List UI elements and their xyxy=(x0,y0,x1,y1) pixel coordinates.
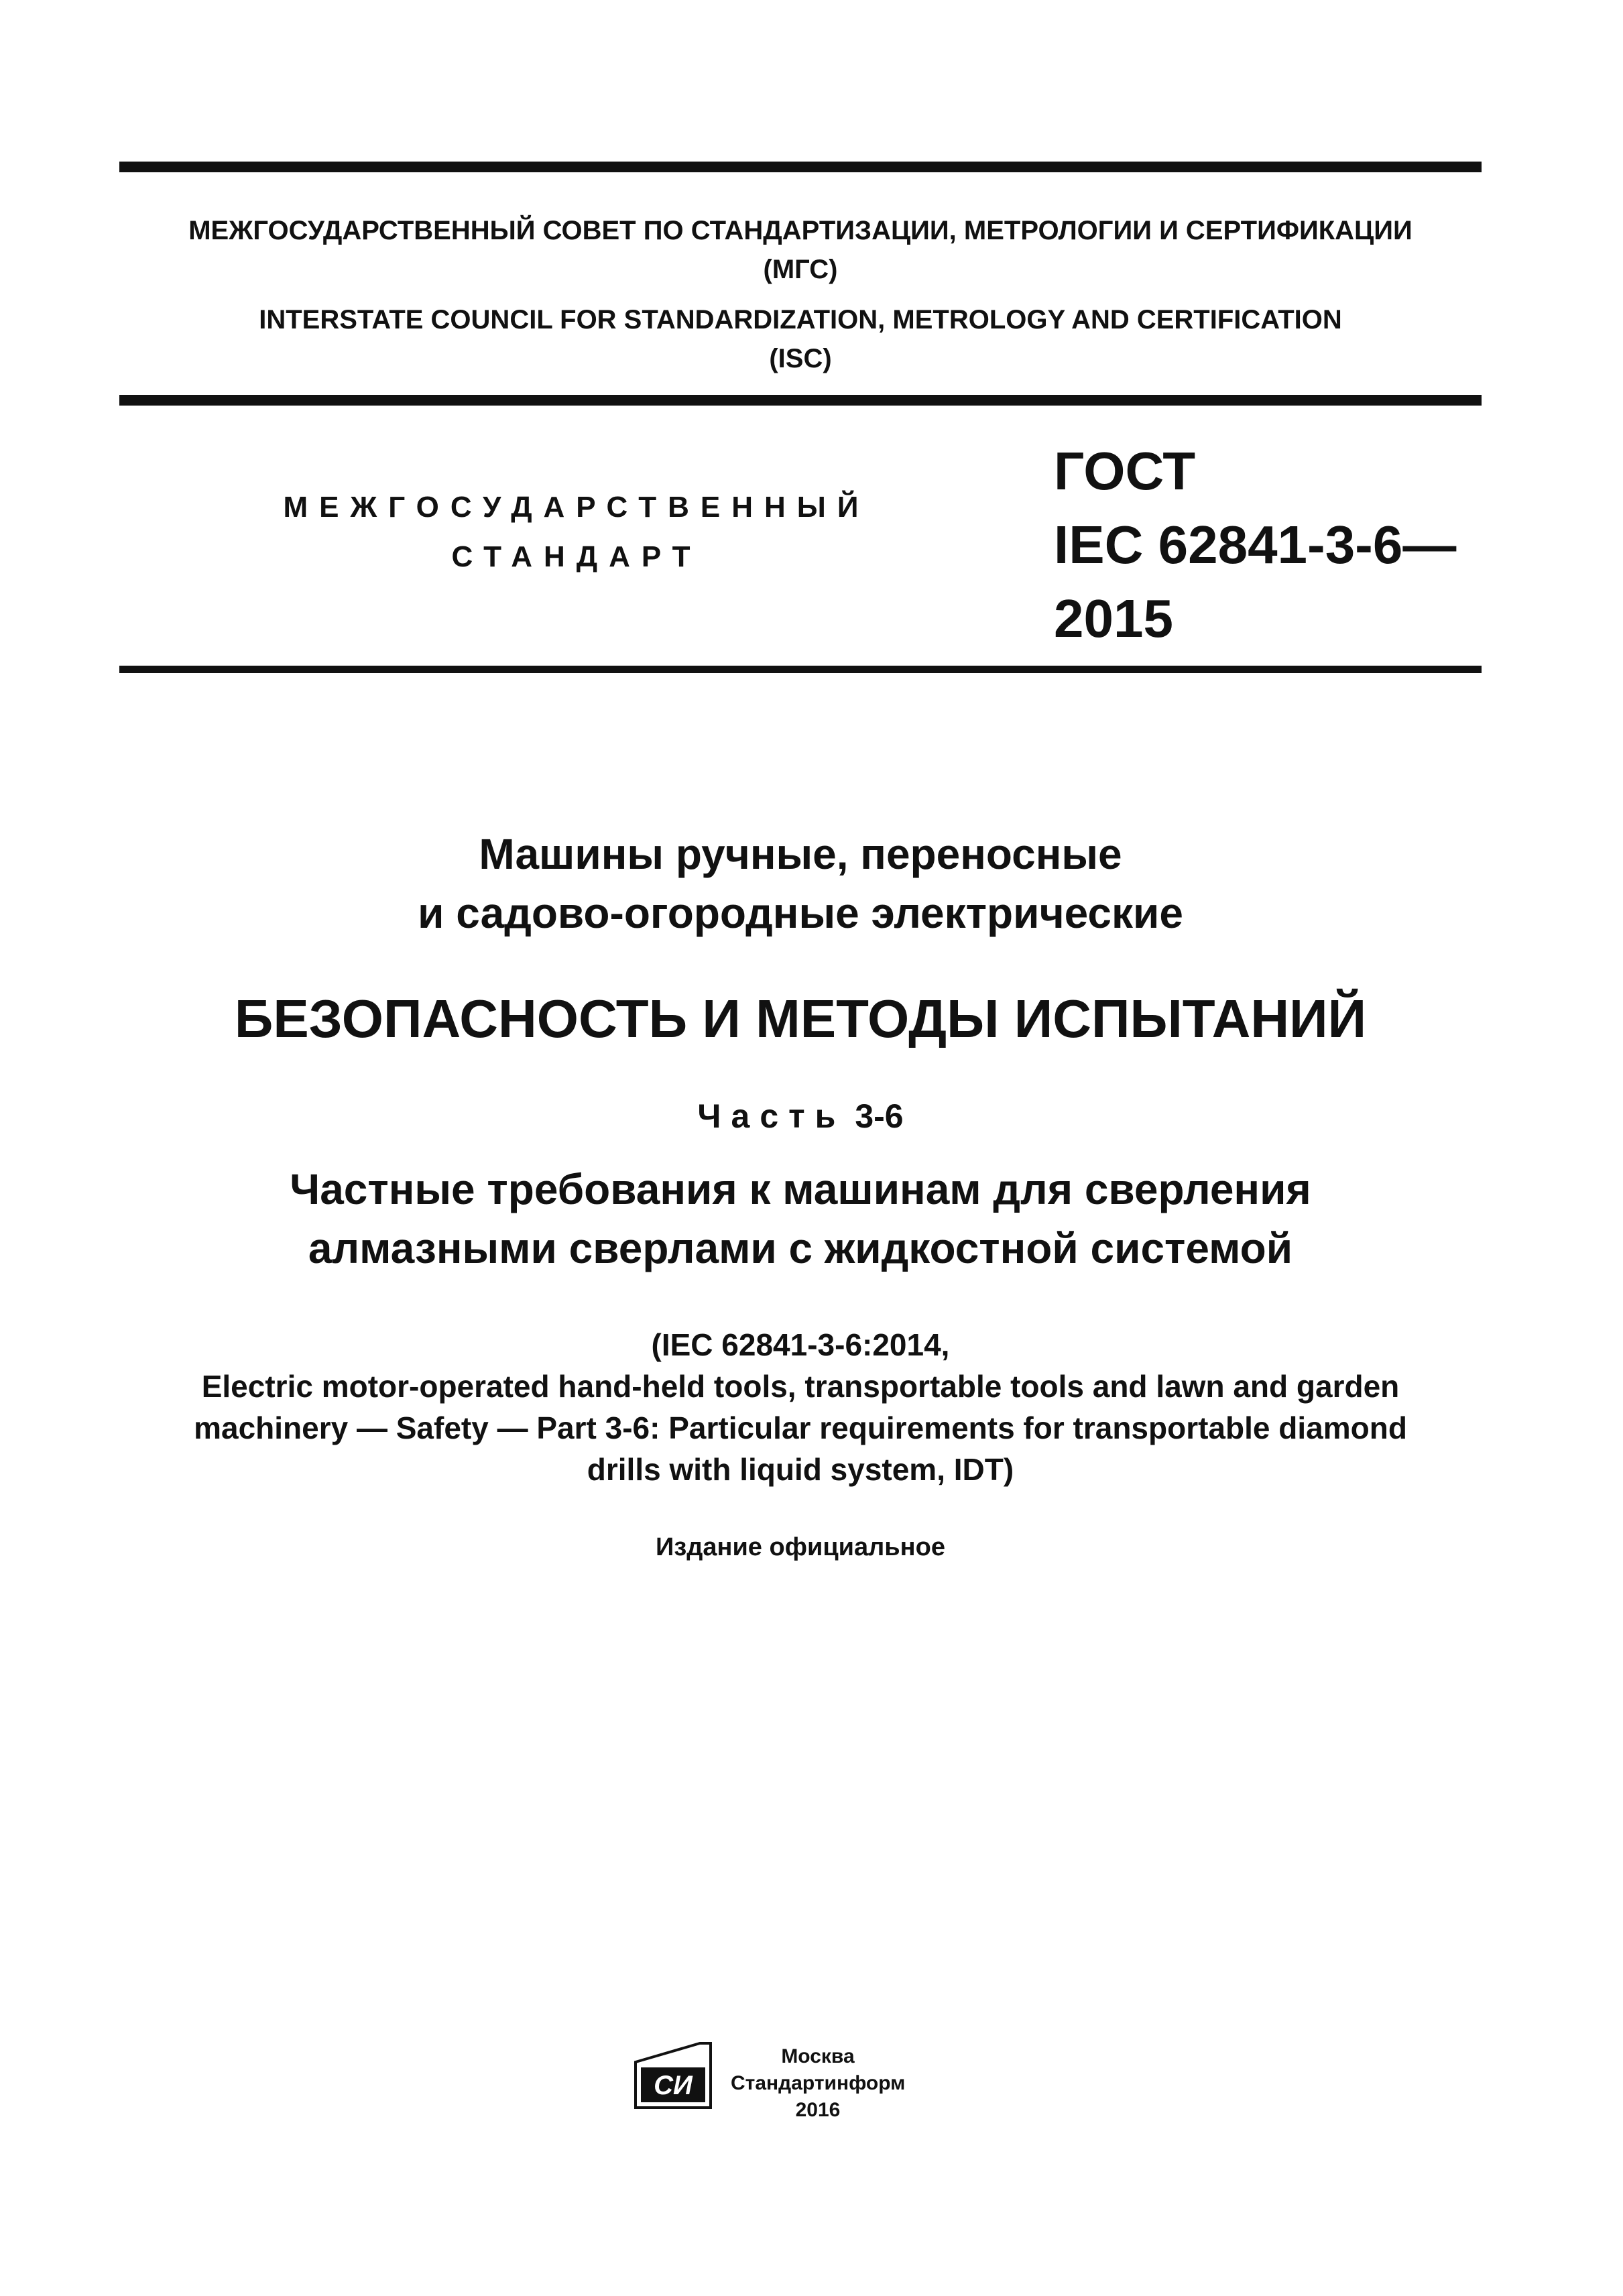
iec-line3: machinery — Safety — Part 3-6: Particular requirements for transportable diamond xyxy=(194,1410,1407,1445)
interstate-standard-label xyxy=(241,483,912,582)
document-main-title: БЕЗОПАСНОСТЬ И МЕТОДЫ ИСПЫТАНИЙ xyxy=(234,989,1367,1048)
interstate-line2: СТАНДАРТ xyxy=(451,540,702,573)
iec-line1: (IEC 62841-3-6:2014, xyxy=(651,1327,950,1362)
bottom-rule xyxy=(119,666,1482,673)
standartinform-logo-icon xyxy=(632,2038,719,2112)
publisher-block xyxy=(731,2043,905,2124)
part-desc-line1: Частные требования к машинам для сверления xyxy=(290,1165,1311,1213)
gost-line1: ГОСТ xyxy=(1054,441,1196,501)
iec-line2: Electric motor-operated hand-held tools, transportable tools and lawn and garden xyxy=(201,1369,1400,1404)
document-subtitle xyxy=(119,825,1482,943)
part-heading xyxy=(119,1093,1482,1140)
gost-line3: 2015 xyxy=(1054,589,1173,648)
council-ru-abbr: (МГС) xyxy=(763,255,838,284)
part-number: 3-6 xyxy=(855,1097,904,1135)
logo-text: СИ xyxy=(654,2071,693,2100)
middle-rule xyxy=(119,395,1482,406)
gost-line2: IEC 62841-3-6— xyxy=(1054,515,1457,575)
council-en-abbr: (ISC) xyxy=(769,344,832,373)
part-label: Часть xyxy=(697,1097,846,1135)
publisher-year: 2016 xyxy=(795,2099,841,2121)
subtitle-line1: Машины ручные, переносные xyxy=(479,830,1122,878)
gost-designation xyxy=(1054,434,1483,656)
council-name-ru xyxy=(119,211,1482,289)
interstate-line1: МЕЖГОСУДАРСТВЕННЫЙ xyxy=(283,491,870,524)
part-description xyxy=(119,1160,1482,1278)
iec-reference xyxy=(119,1324,1482,1490)
iec-line4: drills with liquid system, IDT) xyxy=(587,1452,1014,1487)
publisher-city: Москва xyxy=(781,2045,855,2067)
council-name-en xyxy=(119,300,1482,378)
subtitle-line2: и садово-огородные электрические xyxy=(418,889,1183,937)
publisher-name: Стандартинформ xyxy=(731,2072,906,2094)
top-rule xyxy=(119,162,1482,172)
part-desc-line2: алмазными сверлами с жидкостной системой xyxy=(308,1224,1293,1272)
council-ru-line1: МЕЖГОСУДАРСТВЕННЫЙ СОВЕТ ПО СТАНДАРТИЗАЦИИ, МЕТРОЛОГИИ И СЕРТИФИКАЦИИ xyxy=(188,216,1412,245)
council-en-line1: INTERSTATE COUNCIL FOR STANDARDIZATION, METROLOGY AND CERTIFICATION xyxy=(259,305,1342,335)
edition-label: Издание официальное xyxy=(656,1533,945,1561)
